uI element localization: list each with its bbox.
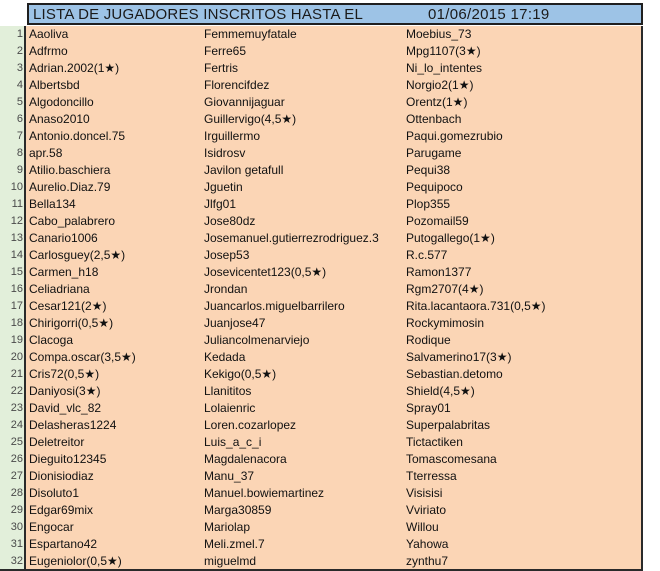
player-name-col-3[interactable]: Salvamerino17(3★)	[406, 350, 512, 364]
list-title: LISTA DE JUGADORES INSCRITOS HASTA EL	[33, 6, 363, 23]
table-row	[0, 281, 643, 298]
player-name-col-1[interactable]: Compa.oscar(3,5★)	[29, 350, 136, 364]
table-row	[0, 451, 643, 468]
row-cells	[26, 128, 643, 145]
row-number: 23	[0, 400, 26, 417]
table-row	[0, 519, 643, 536]
player-name-col-2[interactable]: Magdalenacora	[204, 452, 287, 466]
player-name-col-1[interactable]: Aurelio.Diaz.79	[29, 180, 111, 194]
player-name-col-2[interactable]: Juanjose47	[204, 316, 266, 330]
row-number: 2	[0, 43, 26, 60]
player-name-col-3[interactable]: Shield(4,5★)	[406, 384, 475, 398]
player-name-col-3[interactable]: Rodique	[406, 333, 451, 347]
row-number: 9	[0, 162, 26, 179]
row-number: 5	[0, 94, 26, 111]
player-name-col-3[interactable]: Ni_lo_intentes	[406, 61, 483, 75]
player-name-col-2[interactable]: Kekigo(0,5★)	[204, 367, 277, 381]
player-name-col-3[interactable]: R.c.577	[406, 248, 448, 262]
row-cells	[26, 417, 643, 434]
row-number: 28	[0, 485, 26, 502]
row-number: 22	[0, 383, 26, 400]
row-cells	[26, 281, 643, 298]
row-cells	[26, 434, 643, 451]
player-name-col-2[interactable]: Llanititos	[204, 384, 252, 398]
player-name-col-1[interactable]: Espartano42	[29, 537, 98, 551]
player-name-col-1[interactable]: David_vlc_82	[29, 401, 102, 415]
row-cells	[26, 400, 643, 417]
player-name-col-2[interactable]: Josemanuel.gutierrezrodriguez.3	[204, 231, 379, 245]
row-cells	[26, 230, 643, 247]
row-cells	[26, 162, 643, 179]
table-row	[0, 366, 643, 383]
table-row	[0, 60, 643, 77]
player-name-col-3[interactable]: Tterressa	[406, 469, 457, 483]
table-row	[0, 332, 643, 349]
table-row	[0, 213, 643, 230]
table-row	[0, 400, 643, 417]
player-name-col-2[interactable]: Giovannijaguar	[204, 95, 285, 109]
player-name-col-2[interactable]: Juancarlos.miguelbarrilero	[204, 299, 345, 313]
player-name-col-1[interactable]: Atilio.baschiera	[29, 163, 111, 177]
row-number: 24	[0, 417, 26, 434]
row-number: 30	[0, 519, 26, 536]
player-name-col-1[interactable]: Anaso2010	[29, 112, 90, 126]
player-name-col-3[interactable]: Pequipoco	[406, 180, 463, 194]
table-row	[0, 315, 643, 332]
row-cells	[26, 264, 643, 281]
row-cells	[26, 451, 643, 468]
player-name-col-2[interactable]: Irguillermo	[204, 129, 261, 143]
table-row	[0, 383, 643, 400]
row-number: 13	[0, 230, 26, 247]
row-number: 26	[0, 451, 26, 468]
row-number: 15	[0, 264, 26, 281]
player-name-col-1[interactable]: Carlosguey(2,5★)	[29, 248, 126, 262]
table-row	[0, 485, 643, 502]
row-cells	[26, 553, 643, 570]
table-row	[0, 196, 643, 213]
player-name-col-1[interactable]: Aaoliva	[29, 27, 69, 41]
player-name-col-1[interactable]: Algodoncillo	[29, 95, 94, 109]
player-name-col-1[interactable]: apr.58	[29, 146, 63, 160]
table-row	[0, 247, 643, 264]
player-name-col-1[interactable]: Bella134	[29, 197, 76, 211]
row-number: 10	[0, 179, 26, 196]
player-name-col-1[interactable]: Dionisiodiaz	[29, 469, 94, 483]
player-name-col-3[interactable]: Moebius_73	[406, 27, 472, 41]
player-name-col-2[interactable]: Guillervigo(4,5★)	[204, 112, 297, 126]
row-cells	[26, 94, 643, 111]
table-row	[0, 43, 643, 60]
row-cells	[26, 485, 643, 502]
player-name-col-3[interactable]: Willou	[406, 520, 439, 534]
player-name-col-3[interactable]: Pozomail59	[406, 214, 469, 228]
player-name-col-2[interactable]: Ferre65	[204, 44, 247, 58]
player-name-col-1[interactable]: Cris72(0,5★)	[29, 367, 100, 381]
table-row	[0, 468, 643, 485]
table-row	[0, 349, 643, 366]
row-cells	[26, 315, 643, 332]
table-row	[0, 128, 643, 145]
player-name-col-3[interactable]: Parugame	[406, 146, 462, 160]
player-name-col-2[interactable]: Marga30859	[204, 503, 272, 517]
player-name-col-3[interactable]: Pequi38	[406, 163, 451, 177]
row-number: 8	[0, 145, 26, 162]
player-name-col-1[interactable]: Albertsbd	[29, 78, 80, 92]
player-name-col-3[interactable]: Orentz(1★)	[406, 95, 468, 109]
table-row	[0, 434, 643, 451]
row-cells	[26, 60, 643, 77]
player-name-col-1[interactable]: Carmen_h18	[29, 265, 99, 279]
player-name-col-3[interactable]: Ottenbach	[406, 112, 462, 126]
player-name-col-2[interactable]: Mariolap	[204, 520, 251, 534]
right-margin	[643, 0, 660, 571]
player-name-col-2[interactable]: Jrondan	[204, 282, 248, 296]
player-name-col-1[interactable]: Engocar	[29, 520, 74, 534]
row-cells	[26, 43, 643, 60]
row-number: 11	[0, 196, 26, 213]
player-name-col-1[interactable]: Adrian.2002(1★)	[29, 61, 120, 75]
player-name-col-2[interactable]: miguelmd	[204, 554, 257, 568]
row-number: 31	[0, 536, 26, 553]
row-number: 17	[0, 298, 26, 315]
table-row	[0, 553, 643, 570]
player-name-col-1[interactable]: Cesar121(2★)	[29, 299, 107, 313]
player-name-col-1[interactable]: Celiadriana	[29, 282, 90, 296]
player-name-col-3[interactable]: Ramon1377	[406, 265, 472, 279]
row-cells	[26, 519, 643, 536]
player-name-col-1[interactable]: Antonio.doncel.75	[29, 129, 126, 143]
player-name-col-3[interactable]: Sebastian.detomo	[406, 367, 503, 381]
row-number: 25	[0, 434, 26, 451]
row-number: 21	[0, 366, 26, 383]
row-cells	[26, 111, 643, 128]
player-name-col-2[interactable]: Loren.cozarlopez	[204, 418, 297, 432]
player-name-col-2[interactable]: Javilon getafull	[204, 163, 284, 177]
player-name-col-2[interactable]: Jlfg01	[204, 197, 237, 211]
player-name-col-1[interactable]: Disoluto1	[29, 486, 80, 500]
row-number: 20	[0, 349, 26, 366]
table-row	[0, 298, 643, 315]
table-row	[0, 264, 643, 281]
row-number: 14	[0, 247, 26, 264]
player-name-col-2[interactable]: Juliancolmenarviejo	[204, 333, 310, 347]
row-number: 12	[0, 213, 26, 230]
player-name-col-1[interactable]: Canario1006	[29, 231, 98, 245]
player-name-col-3[interactable]: Norgio2(1★)	[406, 78, 474, 92]
player-name-col-2[interactable]: Fertris	[204, 61, 238, 75]
player-name-col-1[interactable]: Chirigorri(0,5★)	[29, 316, 114, 330]
row-number: 4	[0, 77, 26, 94]
player-name-col-3[interactable]: Tomascomesana	[406, 452, 497, 466]
row-cells	[26, 179, 643, 196]
player-name-col-3[interactable]: zynthu7	[406, 554, 449, 568]
table-row	[0, 230, 643, 247]
row-cells	[26, 145, 643, 162]
table-row	[0, 94, 643, 111]
player-name-col-2[interactable]: Jose80dz	[204, 214, 256, 228]
row-number: 27	[0, 468, 26, 485]
player-name-col-2[interactable]: Isidrosv	[204, 146, 246, 160]
players-table	[0, 26, 643, 571]
player-name-col-2[interactable]: Jguetin	[204, 180, 243, 194]
player-name-col-3[interactable]: Vviriato	[406, 503, 447, 517]
player-name-col-1[interactable]: Cabo_palabrero	[29, 214, 116, 228]
player-name-col-3[interactable]: Rgm2707(4★)	[406, 282, 484, 296]
list-date: 01/06/2015 17:19	[428, 6, 550, 23]
player-name-col-3[interactable]: Rockymimosin	[406, 316, 485, 330]
player-name-col-3[interactable]: Superpalabritas	[406, 418, 491, 432]
row-number: 3	[0, 60, 26, 77]
row-number: 18	[0, 315, 26, 332]
row-number: 7	[0, 128, 26, 145]
table-row	[0, 77, 643, 94]
player-name-col-1[interactable]: Clacoga	[29, 333, 74, 347]
row-cells	[26, 383, 643, 400]
player-name-col-2[interactable]: Meli.zmel.7	[204, 537, 265, 551]
table-row	[0, 179, 643, 196]
player-name-col-1[interactable]: Eugeniolor(0,5★)	[29, 554, 122, 568]
player-name-col-1[interactable]: Deletreitor	[29, 435, 85, 449]
row-cells	[26, 26, 643, 43]
table-row	[0, 417, 643, 434]
row-number: 6	[0, 111, 26, 128]
row-cells	[26, 196, 643, 213]
player-name-col-3[interactable]: Paqui.gomezrubio	[406, 129, 503, 143]
table-row	[0, 502, 643, 519]
row-cells	[26, 77, 643, 94]
player-name-col-3[interactable]: Visisisi	[406, 486, 443, 500]
player-name-col-1[interactable]: Adfrmo	[29, 44, 68, 58]
player-name-col-3[interactable]: Tictactiken	[406, 435, 463, 449]
row-cells	[26, 366, 643, 383]
row-cells	[26, 298, 643, 315]
player-name-col-3[interactable]: Mpg1107(3★)	[406, 44, 481, 58]
player-name-col-3[interactable]: Yahowa	[406, 537, 449, 551]
row-number: 16	[0, 281, 26, 298]
player-name-col-3[interactable]: Plop355	[406, 197, 451, 211]
player-name-col-2[interactable]: Josep53	[204, 248, 250, 262]
row-cells	[26, 349, 643, 366]
row-cells	[26, 536, 643, 553]
table-row	[0, 145, 643, 162]
row-cells	[26, 502, 643, 519]
player-name-col-1[interactable]: Dieguito12345	[29, 452, 107, 466]
table-row	[0, 111, 643, 128]
player-name-col-2[interactable]: Florencifdez	[204, 78, 270, 92]
player-name-col-1[interactable]: Edgar69mix	[29, 503, 94, 517]
row-number: 29	[0, 502, 26, 519]
row-cells	[26, 247, 643, 264]
table-row	[0, 26, 643, 43]
player-name-col-3[interactable]: Putogallego(1★)	[406, 231, 495, 245]
row-number: 1	[0, 26, 26, 43]
table-row	[0, 536, 643, 553]
row-number: 32	[0, 553, 26, 570]
player-name-col-2[interactable]: Lolaienric	[204, 401, 256, 415]
row-number: 19	[0, 332, 26, 349]
row-cells	[26, 468, 643, 485]
player-name-col-3[interactable]: Spray01	[406, 401, 451, 415]
player-name-col-2[interactable]: Femmemuyfatale	[204, 27, 297, 41]
table-row	[0, 162, 643, 179]
player-name-col-1[interactable]: Daniyosi(3★)	[29, 384, 101, 398]
row-cells	[26, 213, 643, 230]
player-name-col-2[interactable]: Manu_37	[204, 469, 255, 483]
player-name-col-2[interactable]: Kedada	[204, 350, 246, 364]
player-name-col-3[interactable]: Rita.lacantaora.731(0,5★)	[406, 299, 546, 313]
player-name-col-2[interactable]: Manuel.bowiemartinez	[204, 486, 325, 500]
row-cells	[26, 332, 643, 349]
player-name-col-2[interactable]: Josevicentet123(0,5★)	[204, 265, 327, 279]
player-name-col-2[interactable]: Luis_a_c_i	[204, 435, 262, 449]
list-header	[27, 3, 643, 25]
player-name-col-1[interactable]: Delasheras1224	[29, 418, 117, 432]
